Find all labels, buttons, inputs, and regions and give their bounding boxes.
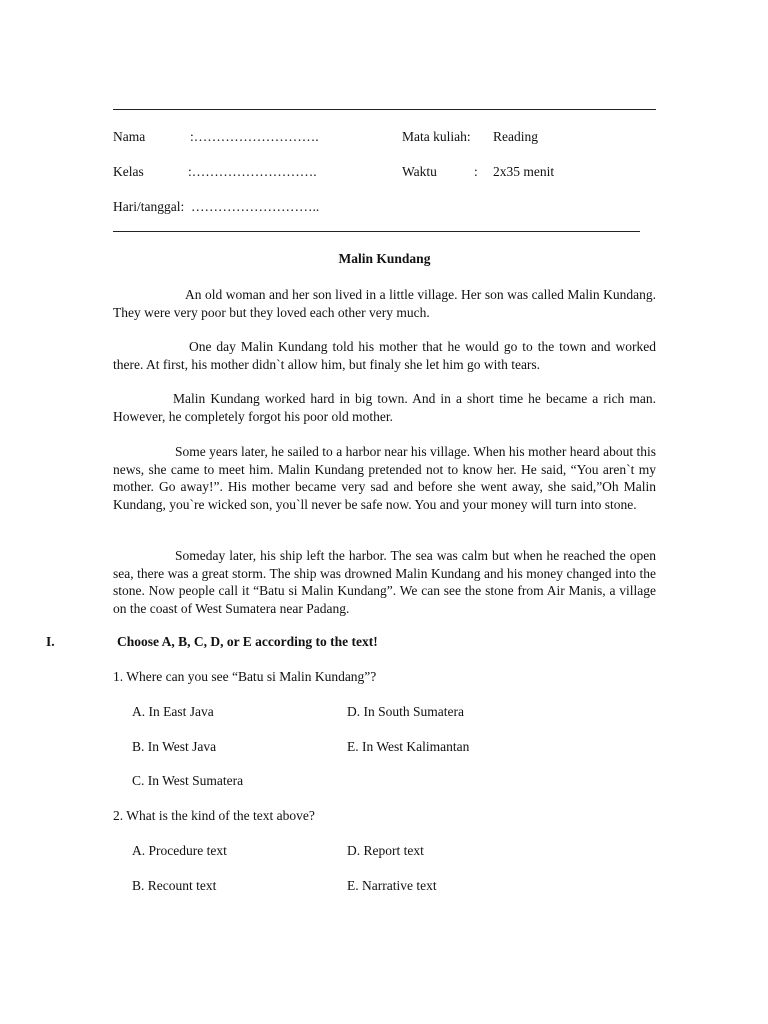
nama-field: :……………………….	[190, 129, 319, 144]
waktu-value: 2x35 menit	[493, 164, 555, 179]
story-paragraph-3: Malin Kundang worked hard in big town. And in a short time he became a rich man. However, he completely forgot his poor old mother.	[113, 391, 656, 424]
question-1-option-c: C. In West Sumatera	[132, 773, 244, 788]
section-instruction: Choose A, B, C, D, or E according to the text!	[117, 634, 378, 649]
question-1-option-e: E. In West Kalimantan	[347, 739, 470, 754]
kelas-field: :……………………….	[188, 164, 317, 179]
hari-tanggal-label: Hari/tanggal:	[113, 199, 185, 214]
question-2: 2. What is the kind of the text above?	[113, 808, 315, 823]
story-title: Malin Kundang	[338, 251, 431, 266]
question-2-option-d: D. Report text	[347, 843, 424, 858]
question-1-option-a: A. In East Java	[132, 704, 214, 719]
story-paragraph-1: An old woman and her son lived in a little village. Her son was called Malin Kundang. They were very poor but they loved each other very much.	[113, 287, 656, 320]
header-bottom-rule	[113, 231, 640, 232]
story-paragraph-5: Someday later, his ship left the harbor. The sea was calm but when he reached the open sea, there was a great storm. The ship was drowned Malin Kundang and his money changed into the stone. Now people call it “Batu si Malin Kundang”. We can see the stone from Air Manis, a village on the coast of West Sumatera near Padang.	[113, 548, 656, 616]
mata-kuliah-value: Reading	[493, 129, 538, 144]
hari-tanggal-field: ………………………..	[191, 199, 320, 214]
waktu-label: Waktu	[402, 164, 437, 179]
story-paragraph-4: Some years later, he sailed to a harbor near his village. When his mother heard about this news, she came to meet him. Malin Kundang pretended not to know her. He said, “You aren`t my mother. Go away!”. His mother became very sad and before she went away, she said,”Oh Malin Kundang, you`re wicked son, you`ll never be safe now. You and your money will turn into stone.	[113, 444, 656, 512]
waktu-colon: :	[474, 164, 478, 179]
question-2-option-b: B. Recount text	[132, 878, 217, 893]
question-2-option-a: A. Procedure text	[132, 843, 227, 858]
story-paragraph-2: One day Malin Kundang told his mother that he would go to the town and worked there. At first, his mother didn`t allow him, but finaly she let him go with tears.	[113, 339, 656, 372]
mata-kuliah-label: Mata kuliah:	[402, 129, 471, 144]
nama-label: Nama	[113, 129, 146, 144]
header-top-rule	[113, 109, 656, 110]
question-1-option-b: B. In West Java	[132, 739, 217, 754]
section-number: I.	[46, 634, 55, 649]
kelas-label: Kelas	[113, 164, 144, 179]
question-1: 1. Where can you see “Batu si Malin Kundang”?	[113, 669, 377, 684]
question-2-option-e: E. Narrative text	[347, 878, 437, 893]
question-1-option-d: D. In South Sumatera	[347, 704, 464, 719]
